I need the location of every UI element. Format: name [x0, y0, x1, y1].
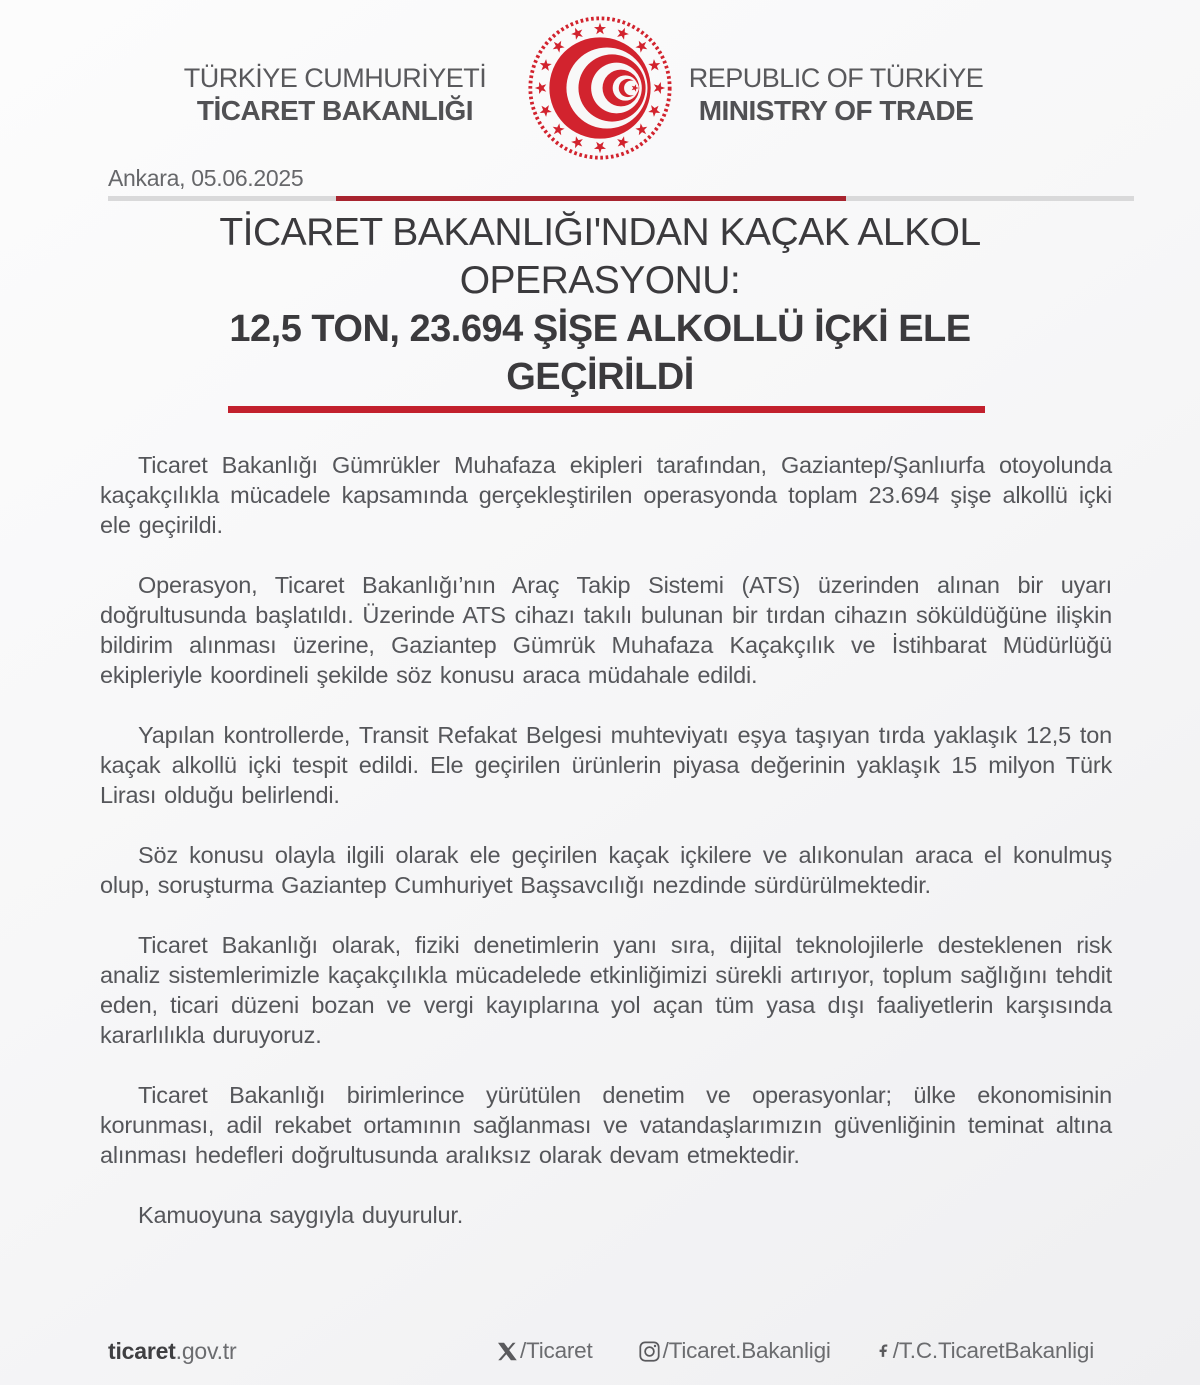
title-line-1: TİCARET BAKANLIĞI'NDAN KAÇAK ALKOL: [219, 211, 981, 254]
ministry-name-turkish: [140, 62, 530, 127]
paragraph-4: Söz konusu olayla ilgili olarak ele geçirilen kaçak içkilere ve alıkonulan araca el konulmuş olup, soruşturma Gaziantep Cumhuriyet Başsavcılığı nezdinde sürdürülmektedir.: [100, 842, 1112, 898]
website-bold-part: ticaret: [108, 1337, 176, 1364]
x-icon: [498, 1342, 517, 1361]
instagram-link[interactable]: [639, 1338, 831, 1364]
website-link[interactable]: [108, 1338, 236, 1365]
header-divider-red-segment: [336, 196, 846, 201]
x-twitter-link[interactable]: [498, 1338, 593, 1364]
ministry-name-english: [668, 62, 1004, 127]
paragraph-2: Operasyon, Ticaret Bakanlığı’nın Araç Takip Sistemi (ATS) üzerinden alınan bir uyarı doğrultusunda başlatıldı. Üzerinde ATS cihazı takılı bulunan bir tırdan cihazın söküldüğüne ilişkin bildirim alınması üzerine, Gaziantep Gümrük Muhafaza Kaçakçılık ve İstihbarat Müdürlüğü ekipleriyle koordineli şekilde söz konusu araca müdahale edildi.: [100, 572, 1112, 688]
paragraph-6: Ticaret Bakanlığı birimlerince yürütülen denetim ve operasyonlar; ülke ekonomisinin korunması, adil rekabet ortamının sağlanması ve vatandaşlarımızın güvenliğinin teminat altına alınması hedefleri doğrultusunda aralıksız olarak devam etmektedir.: [100, 1082, 1112, 1168]
facebook-icon: [877, 1340, 890, 1362]
footer: [108, 1330, 1094, 1372]
title-line-3: 12,5 TON, 23.694 ŞİŞE ALKOLLÜ İÇKİ ELE: [229, 308, 971, 350]
instagram-handle: /Ticaret.Bakanligi: [662, 1338, 831, 1363]
title-underline: [228, 406, 985, 413]
x-handle: /Ticaret: [519, 1338, 593, 1363]
title-line-4: GEÇİRİLDİ: [506, 356, 694, 398]
ministry-name-tr-line2: TİCARET BAKANLIĞI: [196, 95, 474, 126]
social-links: [498, 1338, 1094, 1364]
instagram-icon: [639, 1341, 660, 1362]
paragraph-1: Ticaret Bakanlığı Gümrükler Muhafaza ekipleri tarafından, Gaziantep/Şanlıurfa otoyolunda kaçakçılıkla mücadele kapsamında gerçekleştirilen operasyonda toplam 23.694 şişe alkollü içki ele geçirildi.: [100, 452, 1112, 538]
paragraph-3: Yapılan kontrollerde, Transit Refakat Belgesi muhteviyatı eşya taşıyan tırda yaklaşık 12,5 ton kaçak alkollü içki tespit edildi. Ele geçirilen ürünlerin piyasa değerinin yaklaşık 15 milyon Türk Lirası olduğu belirlendi.: [100, 722, 1112, 808]
website-rest-part: .gov.tr: [175, 1337, 237, 1364]
dateline: Ankara, 05.06.2025: [108, 165, 304, 191]
paragraph-5: Ticaret Bakanlığı olarak, fiziki denetimlerin yanı sıra, dijital teknolojilerle desteklenen risk analiz sistemlerimizle kaçakçılıkla mücadelede etkinliğimizi sürekli artırıyor, toplum sağlığını tehdit eden, ticari düzeni bozan ve vergi kayıplarına yol açan tüm yasa dışı faaliyetlerin karşısında kararlılıkla duruyoruz.: [100, 932, 1112, 1048]
ministry-name-en-line1: REPUBLIC OF TÜRKİYE: [688, 63, 984, 93]
ministry-name-en-line2: MINISTRY OF TRADE: [698, 95, 974, 126]
closing-line: Kamuoyuna saygıyla duyurulur.: [138, 1202, 464, 1228]
press-release-body: [100, 450, 1112, 1260]
ministry-of-trade-emblem-icon: [524, 12, 676, 164]
facebook-handle: /T.C.TicaretBakanligi: [892, 1338, 1094, 1363]
press-release-title: [0, 209, 1200, 401]
facebook-link[interactable]: [877, 1338, 1094, 1364]
title-line-2: OPERASYONU:: [459, 259, 741, 302]
header-divider: [108, 196, 1134, 201]
ministry-name-tr-line1: TÜRKİYE CUMHURİYETİ: [183, 63, 487, 93]
